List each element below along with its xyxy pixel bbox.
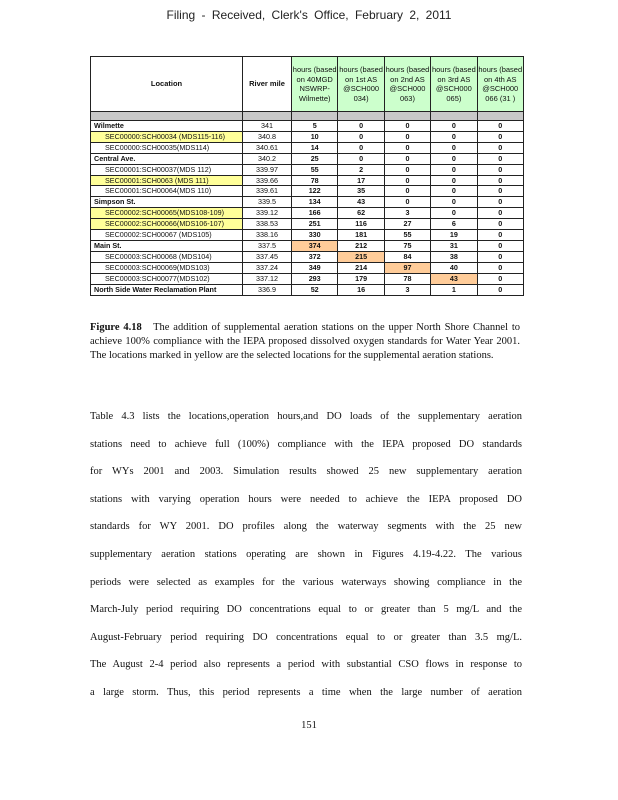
cell-hours: 0 — [338, 131, 384, 142]
col-header-hours-3rd-as: hours (based on 3rd AS @SCH000 065) — [431, 57, 477, 112]
table-row — [91, 142, 524, 153]
cell-location: SEC00001:SCH00064(MDS 110) — [91, 186, 243, 197]
separator-cell — [477, 112, 523, 121]
cell-hours: 31 — [431, 240, 477, 251]
cell-hours: 55 — [384, 230, 430, 241]
body-line: supplementary aeration stations operating are shown in Figures 4.19-4.22. The various — [90, 548, 522, 560]
cell-hours: 166 — [292, 208, 338, 219]
separator-cell — [431, 112, 477, 121]
separator-cell — [384, 112, 430, 121]
cell-hours: 0 — [338, 142, 384, 153]
cell-hours: 0 — [431, 186, 477, 197]
cell-hours: 38 — [431, 251, 477, 262]
cell-river-mile: 339.97 — [243, 164, 292, 175]
cell-hours: 0 — [477, 208, 523, 219]
cell-location: SEC00001:SCH00037(MDS 112) — [91, 164, 243, 175]
cell-river-mile: 340.2 — [243, 153, 292, 164]
table-row — [91, 164, 524, 175]
col-header-hours-1st-as: hours (based on 1st AS @SCH000 034) — [338, 57, 384, 112]
cell-location: SEC00003:SCH00077(MDS102) — [91, 273, 243, 284]
cell-location: SEC00003:SCH00068 (MDS104) — [91, 251, 243, 262]
cell-hours: 0 — [477, 284, 523, 295]
body-line: stations with varying operation hours were needed to achieve the IEPA proposed DO — [90, 493, 522, 505]
table-row — [91, 230, 524, 241]
cell-hours: 330 — [292, 230, 338, 241]
table-header-row — [91, 57, 524, 112]
body-line: The August 2-4 period also represents a period with substantial CSO flows in response to — [90, 659, 522, 671]
separator-cell — [91, 112, 243, 121]
body-line: Table 4.3 lists the locations,operation hours,and DO loads of the supplementary aeration — [90, 411, 522, 422]
table-row — [91, 131, 524, 142]
body-line: periods were selected as examples for the various waterways showing compliance in the — [90, 576, 522, 588]
table-row — [91, 273, 524, 284]
aeration-hours-table-wrapper — [90, 56, 523, 296]
cell-hours: 35 — [338, 186, 384, 197]
cell-hours: 0 — [384, 164, 430, 175]
col-header-hours-4th-as: hours (based on 4th AS @SCH000 066 (31 ) — [477, 57, 523, 112]
cell-hours: 0 — [477, 251, 523, 262]
cell-location: North Side Water Reclamation Plant — [91, 284, 243, 295]
cell-hours: 1 — [431, 284, 477, 295]
cell-river-mile: 339.66 — [243, 175, 292, 186]
col-header-hours-nswrp: hours (based on 40MGD NSWRP- Wilmette) — [292, 57, 338, 112]
cell-hours: 0 — [477, 142, 523, 153]
cell-river-mile: 337.45 — [243, 251, 292, 262]
cell-river-mile: 339.5 — [243, 197, 292, 208]
cell-hours: 0 — [384, 131, 430, 142]
separator-cell — [338, 112, 384, 121]
col-header-location: Location — [91, 57, 243, 112]
table-row — [91, 197, 524, 208]
cell-hours: 116 — [338, 219, 384, 230]
cell-river-mile: 338.53 — [243, 219, 292, 230]
cell-hours: 17 — [338, 175, 384, 186]
cell-hours: 0 — [384, 186, 430, 197]
table-row — [91, 121, 524, 132]
cell-hours: 3 — [384, 208, 430, 219]
cell-hours: 0 — [477, 186, 523, 197]
table-row — [91, 153, 524, 164]
body-line: March-July period requiring DO concentrations equal to or greater than 5 mg/L and the — [90, 604, 522, 616]
table-row — [91, 175, 524, 186]
cell-hours: 43 — [338, 197, 384, 208]
cell-hours: 25 — [292, 153, 338, 164]
cell-hours: 374 — [292, 240, 338, 251]
cell-hours: 27 — [384, 219, 430, 230]
separator-cell — [243, 112, 292, 121]
body-line: August-February period requiring DO concentrations equal to or greater than 3.5 mg/L. — [90, 631, 522, 643]
table-row — [91, 208, 524, 219]
cell-river-mile: 336.9 — [243, 284, 292, 295]
cell-hours: 372 — [292, 251, 338, 262]
cell-river-mile: 339.12 — [243, 208, 292, 219]
figure-caption-label: Figure 4.18 — [90, 322, 142, 333]
cell-hours: 0 — [431, 208, 477, 219]
cell-hours: 10 — [292, 131, 338, 142]
body-line: a large storm. Thus, this period represents a time when the large number of aeration — [90, 686, 522, 698]
cell-hours: 0 — [431, 164, 477, 175]
cell-hours: 19 — [431, 230, 477, 241]
cell-location: Main St. — [91, 240, 243, 251]
aeration-hours-table — [90, 56, 524, 296]
cell-location: SEC00002:SCH00067 (MDS105) — [91, 230, 243, 241]
table-row — [91, 186, 524, 197]
filing-header: Filing - Received, Clerk's Office, February 2, 2011 — [166, 8, 452, 22]
cell-hours: 6 — [431, 219, 477, 230]
cell-hours: 0 — [384, 142, 430, 153]
cell-river-mile: 337.12 — [243, 273, 292, 284]
cell-hours: 40 — [431, 262, 477, 273]
cell-hours: 215 — [338, 251, 384, 262]
cell-hours: 179 — [338, 273, 384, 284]
cell-hours: 5 — [292, 121, 338, 132]
cell-river-mile: 337.5 — [243, 240, 292, 251]
cell-hours: 349 — [292, 262, 338, 273]
table-row — [91, 284, 524, 295]
cell-river-mile: 338.16 — [243, 230, 292, 241]
cell-hours: 0 — [431, 131, 477, 142]
body-line: for WYs 2001 and 2003. Simulation results showed 25 new supplementary aeration — [90, 466, 522, 478]
separator-cell — [292, 112, 338, 121]
cell-location: SEC00001:SCH0063 (MDS 111) — [91, 175, 243, 186]
cell-hours: 212 — [338, 240, 384, 251]
cell-river-mile: 340.61 — [243, 142, 292, 153]
table-row — [91, 251, 524, 262]
cell-hours: 0 — [431, 121, 477, 132]
cell-hours: 78 — [384, 273, 430, 284]
cell-river-mile: 341 — [243, 121, 292, 132]
cell-hours: 134 — [292, 197, 338, 208]
cell-location: SEC00002:SCH00065(MDS108-109) — [91, 208, 243, 219]
cell-hours: 0 — [431, 142, 477, 153]
cell-hours: 43 — [431, 273, 477, 284]
body-line: stations need to achieve full (100%) compliance with the IEPA proposed DO standards — [90, 438, 522, 450]
cell-hours: 62 — [338, 208, 384, 219]
cell-hours: 75 — [384, 240, 430, 251]
cell-hours: 251 — [292, 219, 338, 230]
cell-hours: 2 — [338, 164, 384, 175]
cell-hours: 0 — [477, 121, 523, 132]
cell-hours: 3 — [384, 284, 430, 295]
cell-hours: 52 — [292, 284, 338, 295]
cell-hours: 0 — [338, 153, 384, 164]
cell-hours: 0 — [431, 175, 477, 186]
cell-river-mile: 339.61 — [243, 186, 292, 197]
cell-location: SEC00000:SCH00034 (MDS115-116) — [91, 131, 243, 142]
cell-hours: 16 — [338, 284, 384, 295]
body-paragraph — [90, 403, 522, 707]
cell-hours: 0 — [477, 230, 523, 241]
cell-location: SEC00003:SCH00069(MDS103) — [91, 262, 243, 273]
cell-hours: 84 — [384, 251, 430, 262]
cell-location: Central Ave. — [91, 153, 243, 164]
cell-hours: 214 — [338, 262, 384, 273]
cell-hours: 78 — [292, 175, 338, 186]
col-header-hours-2nd-as: hours (based on 2nd AS @SCH000 063) — [384, 57, 430, 112]
cell-hours: 55 — [292, 164, 338, 175]
page-number: 151 — [301, 720, 317, 731]
table-row — [91, 240, 524, 251]
cell-hours: 0 — [384, 121, 430, 132]
cell-location: Simpson St. — [91, 197, 243, 208]
table-row — [91, 219, 524, 230]
cell-hours: 0 — [338, 121, 384, 132]
cell-river-mile: 340.8 — [243, 131, 292, 142]
cell-river-mile: 337.24 — [243, 262, 292, 273]
cell-hours: 0 — [384, 197, 430, 208]
cell-hours: 0 — [477, 197, 523, 208]
figure-caption — [90, 321, 520, 363]
table-separator-row — [91, 112, 524, 121]
cell-hours: 181 — [338, 230, 384, 241]
cell-hours: 0 — [477, 273, 523, 284]
cell-hours: 0 — [477, 175, 523, 186]
cell-hours: 97 — [384, 262, 430, 273]
cell-location: SEC00000:SCH00035(MDS114) — [91, 142, 243, 153]
body-line: standards for WY 2001. DO profiles along the waterway segments with the 25 new — [90, 521, 522, 533]
col-header-river-mile: River mile — [243, 57, 292, 112]
cell-hours: 14 — [292, 142, 338, 153]
cell-hours: 0 — [431, 153, 477, 164]
cell-hours: 293 — [292, 273, 338, 284]
table-row — [91, 262, 524, 273]
cell-hours: 0 — [384, 153, 430, 164]
figure-caption-text: The addition of supplemental aeration stations on the upper North Shore Channel to achieve 100% compliance with the IEPA proposed dissolved oxygen standards for Water Year 2001. The locations marked in yellow are the selected locations for the supplemental aeration stations. — [90, 322, 520, 361]
cell-hours: 0 — [477, 153, 523, 164]
cell-hours: 0 — [477, 164, 523, 175]
cell-hours: 0 — [477, 262, 523, 273]
cell-hours: 0 — [477, 219, 523, 230]
cell-hours: 0 — [477, 240, 523, 251]
cell-hours: 0 — [384, 175, 430, 186]
cell-hours: 122 — [292, 186, 338, 197]
cell-hours: 0 — [431, 197, 477, 208]
cell-hours: 0 — [477, 131, 523, 142]
cell-location: Wilmette — [91, 121, 243, 132]
cell-location: SEC00002:SCH00066(MDS106-107) — [91, 219, 243, 230]
